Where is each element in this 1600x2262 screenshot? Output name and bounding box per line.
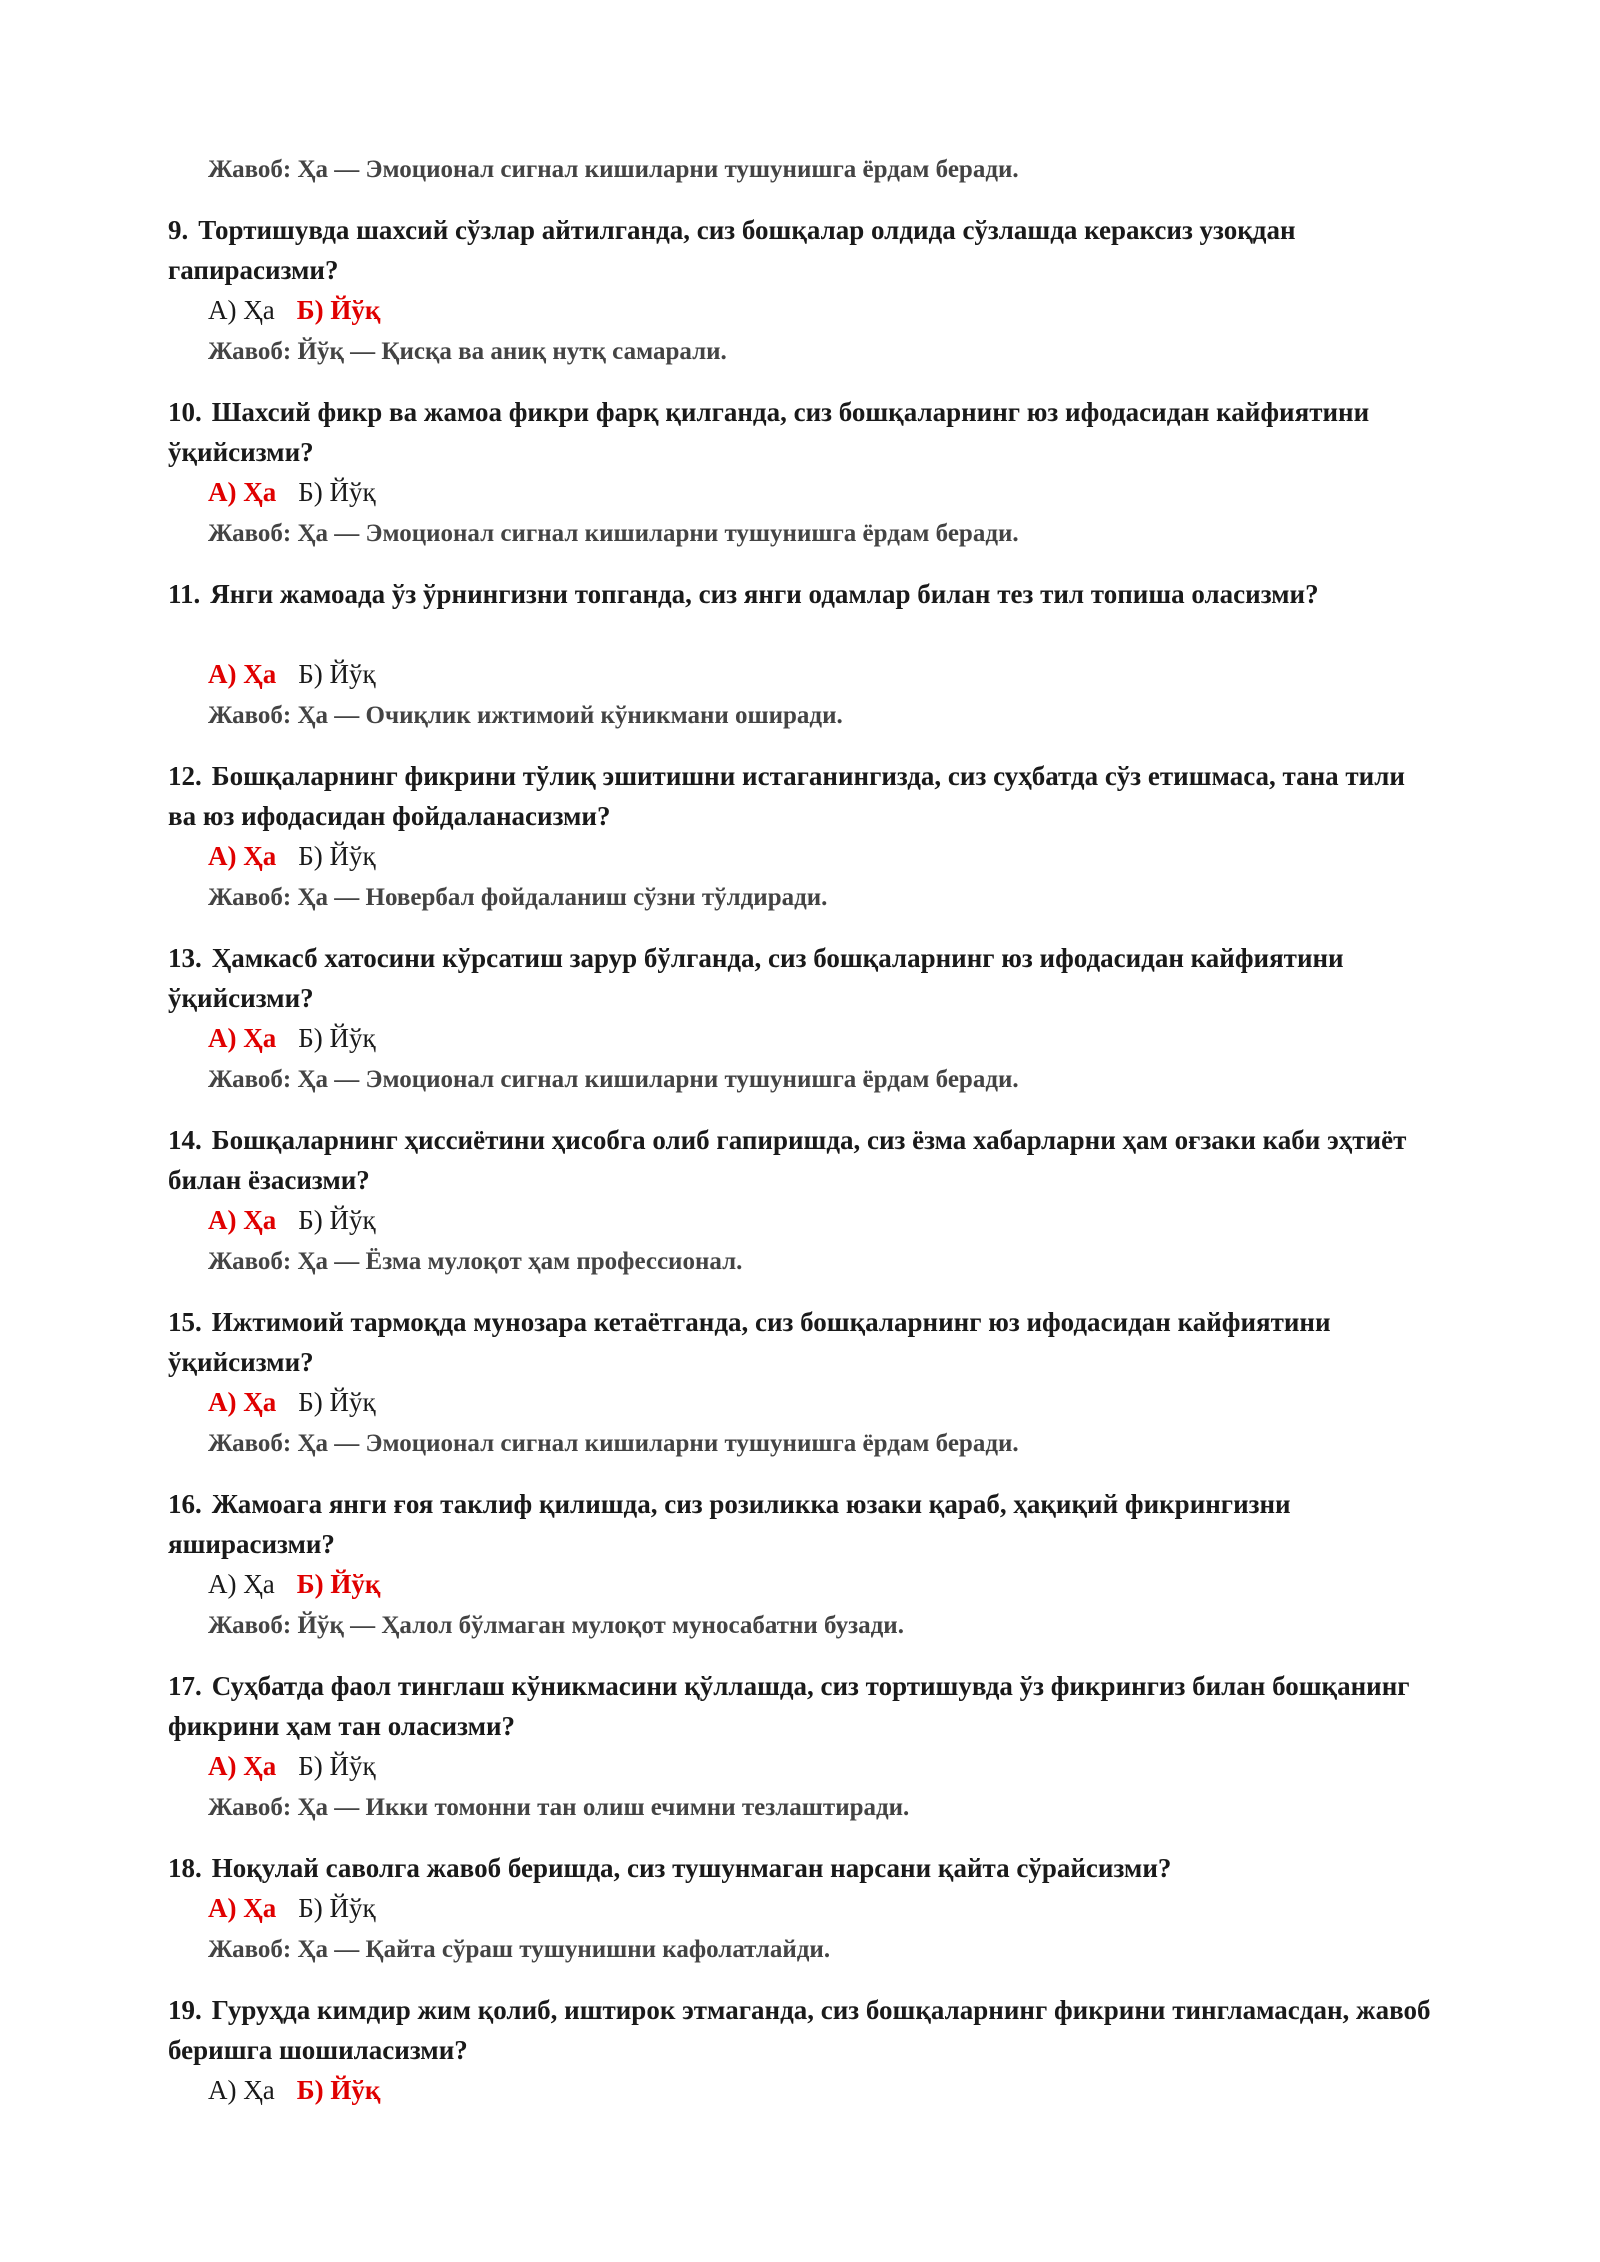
question-number: 19. xyxy=(168,1995,202,2025)
options-9 xyxy=(208,292,402,328)
option-b: Б) Йўқ xyxy=(298,1893,376,1923)
options-16 xyxy=(208,1566,402,1602)
question-10 xyxy=(168,392,1438,472)
question-number: 9. xyxy=(168,215,189,245)
question-number: 10. xyxy=(168,397,202,427)
question-12 xyxy=(168,756,1438,836)
option-a: А) Ҳа xyxy=(208,1023,277,1053)
options-18 xyxy=(208,1890,398,1926)
option-b: Б) Йўқ xyxy=(296,295,381,325)
question-number: 11. xyxy=(168,579,201,609)
question-text: Жамоага янги ғоя таклиф қилишда, сиз розиликка юзаки қараб, ҳақиқий фикрингизни яширасизми? xyxy=(168,1489,1291,1559)
answer-line: Жавоб: Ҳа — Эмоционал сигнал кишиларни тушунишга ёрдам беради. xyxy=(208,1430,1019,1457)
options-13 xyxy=(208,1020,398,1056)
question-text: Бошқаларнинг фикрини тўлиқ эшитишни истаганингизда, сиз суҳбатда сўз етишмаса, тана тили ва юз ифодасидан фойдаланасизми? xyxy=(168,761,1405,831)
option-b: Б) Йўқ xyxy=(298,1023,376,1053)
answer-line: Жавоб: Ҳа — Эмоционал сигнал кишиларни тушунишга ёрдам беради. xyxy=(208,156,1019,183)
question-text: Ижтимоий тармоқда мунозара кетаётганда, сиз бошқаларнинг юз ифодасидан кайфиятини ўқийсизми? xyxy=(168,1307,1331,1377)
question-text: Янги жамоада ўз ўрнингизни топганда, сиз янги одамлар билан тез тил топиша оласизми? xyxy=(210,579,1319,609)
option-a: А) Ҳа xyxy=(208,1893,277,1923)
option-a: А) Ҳа xyxy=(208,1569,275,1599)
option-a: А) Ҳа xyxy=(208,2075,275,2105)
option-b: Б) Йўқ xyxy=(298,659,376,689)
option-a: А) Ҳа xyxy=(208,1205,277,1235)
answer-line: Жавоб: Ҳа — Ёзма мулоқот ҳам профессионал. xyxy=(208,1248,743,1275)
option-b: Б) Йўқ xyxy=(298,841,376,871)
option-b: Б) Йўқ xyxy=(296,1569,381,1599)
answer-line: Жавоб: Йўқ — Қисқа ва аниқ нутқ самарали. xyxy=(208,338,727,365)
question-text: Бошқаларнинг ҳиссиётини ҳисобга олиб гапиришда, сиз ёзма хабарларни ҳам оғзаки каби эҳтиёт билан ёзасизми? xyxy=(168,1125,1407,1195)
option-a: А) Ҳа xyxy=(208,295,275,325)
question-number: 13. xyxy=(168,943,202,973)
answer-line: Жавоб: Ҳа — Қайта сўраш тушунишни кафолатлайди. xyxy=(208,1936,831,1963)
question-number: 18. xyxy=(168,1853,202,1883)
options-17 xyxy=(208,1748,398,1784)
option-a: А) Ҳа xyxy=(208,1751,277,1781)
option-a: А) Ҳа xyxy=(208,477,277,507)
question-text: Гуруҳда кимдир жим қолиб, иштирок этмаганда, сиз бошқаларнинг фикрини тингламасдан, жавоб беришга шошиласизми? xyxy=(168,1995,1431,2065)
question-number: 16. xyxy=(168,1489,202,1519)
option-a: А) Ҳа xyxy=(208,841,277,871)
question-text: Шахсий фикр ва жамоа фикри фарқ қилганда, сиз бошқаларнинг юз ифодасидан кайфиятини ўқийсизми? xyxy=(168,397,1370,467)
options-15 xyxy=(208,1384,398,1420)
question-17 xyxy=(168,1666,1438,1746)
question-number: 17. xyxy=(168,1671,202,1701)
option-b: Б) Йўқ xyxy=(296,2075,381,2105)
option-b: Б) Йўқ xyxy=(298,1751,376,1781)
answer-line: Жавоб: Ҳа — Эмоционал сигнал кишиларни тушунишга ёрдам беради. xyxy=(208,520,1019,547)
question-number: 14. xyxy=(168,1125,202,1155)
option-b: Б) Йўқ xyxy=(298,1387,376,1417)
option-b: Б) Йўқ xyxy=(298,1205,376,1235)
answer-line: Жавоб: Ҳа — Икки томонни тан олиш ечимни тезлаштиради. xyxy=(208,1794,910,1821)
options-14 xyxy=(208,1202,398,1238)
options-10 xyxy=(208,474,398,510)
question-number: 15. xyxy=(168,1307,202,1337)
answer-line: Жавоб: Ҳа — Новербал фойдаланиш сўзни тўлдиради. xyxy=(208,884,828,911)
question-14 xyxy=(168,1120,1438,1200)
question-16 xyxy=(168,1484,1438,1564)
question-18 xyxy=(168,1848,1438,1888)
question-13 xyxy=(168,938,1438,1018)
question-9 xyxy=(168,210,1438,290)
option-b: Б) Йўқ xyxy=(298,477,376,507)
option-a: А) Ҳа xyxy=(208,1387,277,1417)
question-15 xyxy=(168,1302,1438,1382)
question-11 xyxy=(168,574,1438,614)
options-19 xyxy=(208,2072,402,2108)
answer-line: Жавоб: Йўқ — Ҳалол бўлмаган мулоқот муносабатни бузади. xyxy=(208,1612,904,1639)
question-text: Суҳбатда фаол тинглаш кўникмасини қўллашда, сиз тортишувда ўз фикрингиз билан бошқанинг фикрини ҳам тан оласизми? xyxy=(168,1671,1410,1741)
answer-line: Жавоб: Ҳа — Очиқлик ижтимоий кўникмани оширади. xyxy=(208,702,843,729)
question-text: Ноқулай саволга жавоб беришда, сиз тушунмаган нарсани қайта сўрайсизми? xyxy=(211,1853,1172,1883)
option-a: А) Ҳа xyxy=(208,659,277,689)
question-text: Ҳамкасб хатосини кўрсатиш зарур бўлганда, сиз бошқаларнинг юз ифодасидан кайфиятини ўқийсизми? xyxy=(168,943,1344,1013)
options-11 xyxy=(208,656,398,692)
question-text: Тортишувда шахсий сўзлар айтилганда, сиз бошқалар олдида сўзлашда кераксиз узоқдан гапирасизми? xyxy=(168,215,1296,285)
question-number: 12. xyxy=(168,761,202,791)
options-12 xyxy=(208,838,398,874)
answer-line: Жавоб: Ҳа — Эмоционал сигнал кишиларни тушунишга ёрдам беради. xyxy=(208,1066,1019,1093)
question-19 xyxy=(168,1990,1438,2070)
